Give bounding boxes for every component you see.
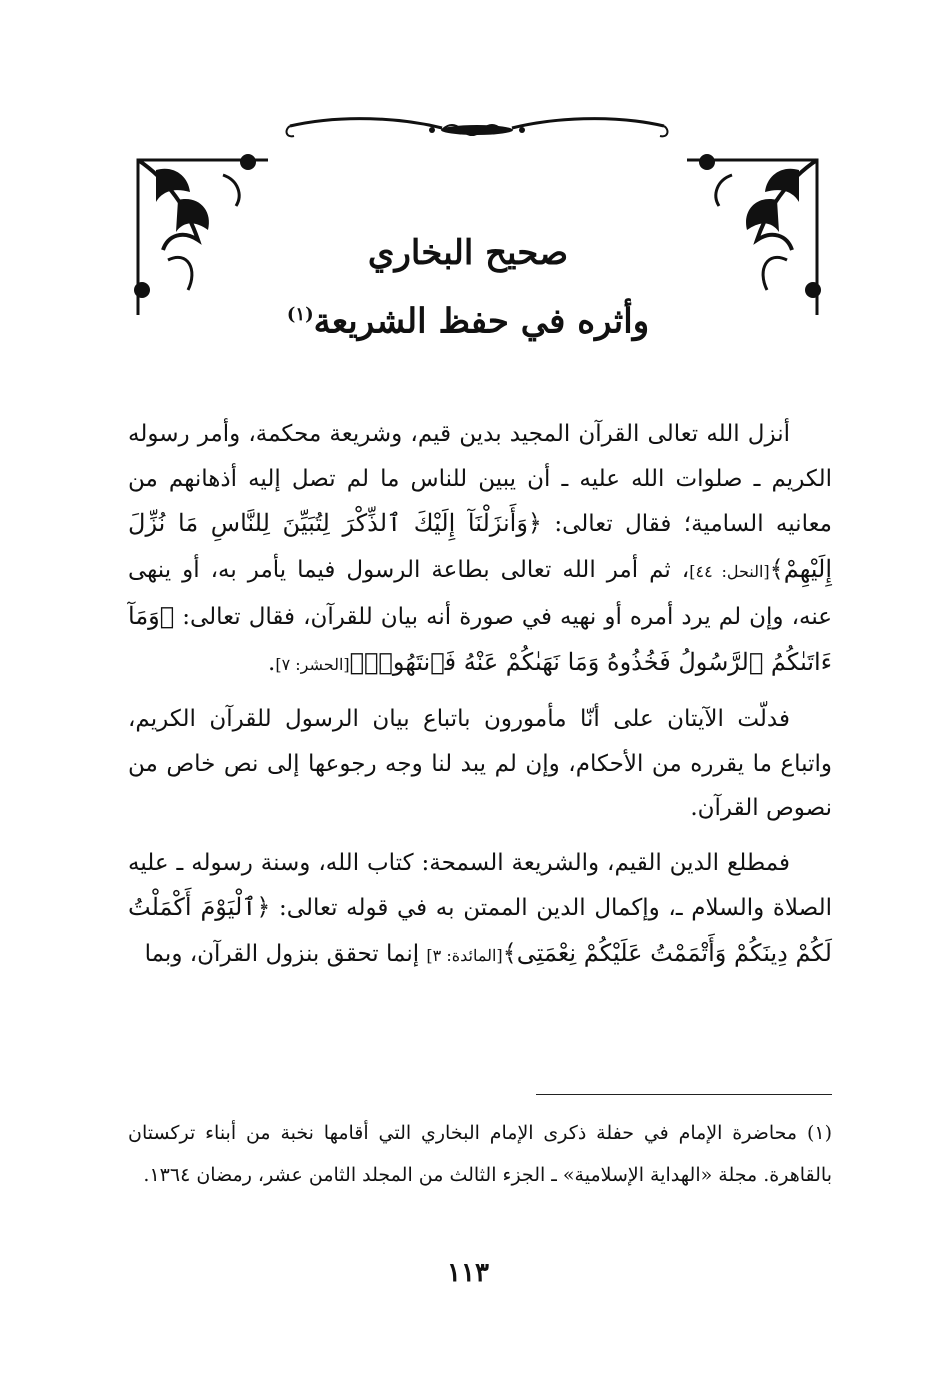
paragraph-2: فدلّت الآيتان على أنّا مأمورون باتباع بيان الرسول للقرآن الكريم، واتباع ما يقرره من الأحكام، وإن لم يبد لنا وجه رجوعها إلى نص خاص من نصوص القرآن. xyxy=(128,706,832,821)
page-number: ١١٣ xyxy=(447,1258,489,1288)
paragraph-1-text-b: ، ثم أمر الله تعالى بطاعة الرسول فيما يأمر به، أو ينهى عنه، وإن لم يرد أمره أو نهيه في صورة أنه بيان للقرآن، فقال تعالى: xyxy=(128,556,832,630)
title-footnote-marker: (١) xyxy=(286,304,314,325)
chapter-title xyxy=(260,222,676,352)
body-text xyxy=(128,412,832,988)
paragraph-1 xyxy=(128,412,832,687)
footnote-divider xyxy=(536,1094,832,1095)
header-ornament-flourish xyxy=(282,112,672,152)
footnote xyxy=(128,1112,832,1196)
title-main: صحيح البخاري xyxy=(367,233,569,273)
title-subtitle-text: وأثره في حفظ الشريعة xyxy=(313,301,650,342)
verse-reference-3: [المائدة: ٣] xyxy=(426,945,503,965)
paragraph-3-text-b: إنما تحقق بنزول القرآن، وبما xyxy=(144,940,427,967)
paragraph-3-text-a: فمطلع الدين القيم، والشريعة السمحة: كتاب الله، وسنة رسوله ـ عليه الصلاة والسلام ـ، وإكمال الدين الممتن به في قوله تعالى: xyxy=(128,849,832,921)
quran-verse-3: ﴿ٱلْيَوْمَ أَكْمَلْتُ لَكُمْ دِينَكُمْ وَأَتْمَمْتُ عَلَيْكُمْ نِعْمَتِى﴾ xyxy=(128,893,832,967)
paragraph-1-text-a: أنزل الله تعالى القرآن المجيد بدين قيم، وشريعة محكمة، وأمر رسوله الكريم ـ صلوات الله عليه ـ أن يبين للناس ما لم تصل إليه أذهانهم من معانيه السامية؛ فقال تعالى: xyxy=(128,421,833,537)
corner-ornament-left xyxy=(128,140,273,315)
verse-reference-2: [الحشر: ٧] xyxy=(275,654,350,674)
paragraph-3 xyxy=(128,841,832,979)
quran-verse-1: ﴿وَأَنزَلْنَآ إِلَيْكَ ٱلذِّكْرَ لِتُبَيِّنَ لِلنَّاسِ مَا نُزِّلَ إِلَيْهِمْ﴾ xyxy=(128,509,832,583)
title-subtitle xyxy=(260,284,676,352)
verse-reference-1: [النحل: ٤٤] xyxy=(689,561,770,581)
corner-ornament-right xyxy=(682,140,827,315)
paragraph-1-end: . xyxy=(268,649,276,676)
quran-verse-2: ﴿وَمَآ ءَاتَىٰكُمُ ٱلرَّسُولُ فَخُذُوهُ وَمَا نَهَىٰكُمْ عَنْهُ فَٱنتَهُوا۟﴾ xyxy=(128,602,832,676)
footnote-text: (١) محاضرة الإمام في حفلة ذكرى الإمام البخاري التي أقامها نخبة من أبناء تركستان بالقاهرة. مجلة «الهداية الإسلامية» ـ الجزء الثالث من المجلد الثامن عشر، رمضان ١٣٦٤. xyxy=(128,1122,832,1186)
